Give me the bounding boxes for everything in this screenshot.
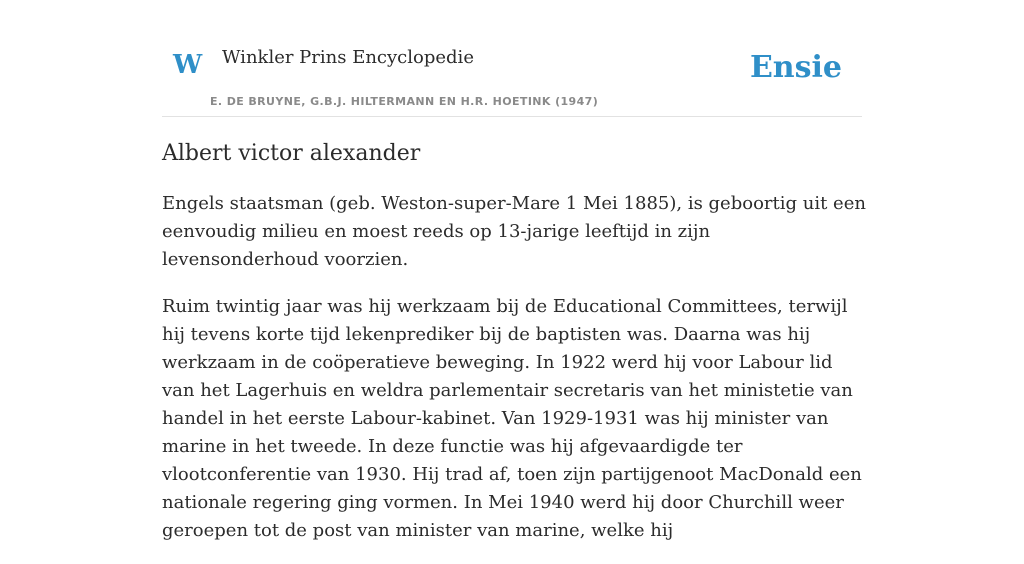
article-paragraph: Engels staatsman (geb. Weston-super-Mare 1 Mei 1885), is geboortig uit een eenvoudig milieu en moest reeds op 13-jarige leeftijd in zijn levensonderhoud voorzien. — [162, 193, 866, 270]
brand-logo[interactable]: Ensie — [749, 50, 842, 85]
header — [162, 36, 862, 117]
publication-logo[interactable]: W — [173, 50, 203, 80]
article — [162, 138, 867, 564]
book-title[interactable]: Winkler Prins Encyclopedie — [222, 47, 474, 68]
book-authors: E. DE BRUYNE, G.B.J. HILTERMANN EN H.R. HOETINK (1947) — [210, 95, 599, 108]
article-title: Albert victor alexander — [162, 141, 421, 166]
article-paragraph: Ruim twintig jaar was hij werkzaam bij de Educational Committees, terwijl hij tevens korte tijd lekenprediker bij de baptisten was. Daarna was hij werkzaam in de coöperatieve beweging. In 1922 werd hij voor Labour lid van het Lagerhuis en weldra parlementair secretaris van het ministetie van handel in het eerste Labour-kabinet. Van 1929-1931 was hij minister van marine in het tweede. In deze functie was hij afgevaardigde ter vlootconferentie van 1930. Hij trad af, toen zijn partijgenoot MacDonald een nationale regering ging vormen. In Mei 1940 werd hij door Churchill weer geroepen tot de post van minister van marine, welke hij — [162, 296, 862, 541]
